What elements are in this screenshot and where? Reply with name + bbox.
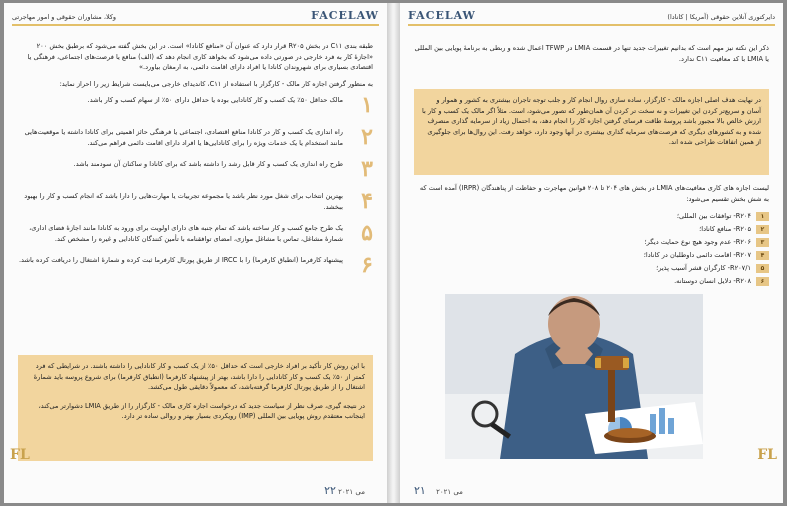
intro-paragraph: ذکر این نکته نیز مهم است که بدانیم تغییرات جدید تنها در قسمت LMIA در TFWP اعمال شده و ربطی به برنامهٔ پویایی بین المللی یا LMIA با کد معافیت C۱۱ ندارد. <box>414 44 769 63</box>
exemption-text: R۲۰۷/۱- کارگران قشر آسیب پذیر؛ <box>656 264 751 272</box>
exemption-text: R۲۰۵- منافع کانادا؛ <box>699 225 751 233</box>
header-rule <box>12 24 379 26</box>
condition-item <box>18 220 373 247</box>
intro-paragraph: طبقه بندی C۱۱ در بخش R۲۰۵ قرار دارد که عنوان آن «منافع کانادا» است. در این بخش گفته می‌شود که برطبق بخش ۲۰۰ «اجازهٔ کار به فرد خارجی در صورتی داده می‌شود که بخواهد کاری انجام دهد که (الف) منافع یا فرصت‌های اجتماعی، فرهنگی یا اقتصادی بسیاری برای شهروندان کانادا یا افراد دارای اقامت دائمی، به ارمغان بیاورد.» <box>27 42 373 71</box>
highlight-box <box>18 355 373 461</box>
header-rule <box>408 24 775 26</box>
brand-logo: FACELAW <box>408 9 476 22</box>
facelaw-mark-icon: FL <box>10 447 30 463</box>
condition-number: ۵ <box>361 220 373 246</box>
exemptions-section <box>414 183 769 288</box>
issue-date: می ۲۰۲۱ <box>338 488 365 496</box>
right-intro <box>414 43 769 70</box>
page-number: ۲۱ <box>414 484 426 497</box>
left-footer <box>324 484 373 497</box>
condition-text: پیشنهاد کارفرما (انطباق کارفرما) را با IRCC از طریق پورتال کارفرما ثبت کرده و شمارهٔ اشتغال را دریافت کرده باشد. <box>18 256 343 264</box>
exemption-text: R۲۰۴- توافقات بین المللی؛ <box>676 212 751 220</box>
condition-item <box>18 156 373 183</box>
condition-text: مالک حداقل ۵۰٪ یک کسب و کار کانادایی بوده یا حداقل دارای ۵۰٪ از سهام کسب و کار باشد. <box>87 96 343 104</box>
left-intro <box>18 41 373 287</box>
right-page <box>400 3 783 503</box>
exemption-text: R۲۰۷- اقامت دائمی داوطلبان در کانادا؛ <box>643 251 751 259</box>
condition-text: یک طرح جامع کسب و کار ساخته باشد که تمام جنبه های دارای اولویت برای ورود به کانادا مانند اجازهٔ فضای اداری، شمارهٔ مشاغل، تماس با مشاغل موازی، امضای توافقنامه با تأمین کنندگان کانادایی و غیره را مشخص کند. <box>29 224 343 243</box>
page-number: ۲۲ <box>324 484 336 497</box>
exemption-number: ۲ <box>756 225 769 234</box>
facelaw-mark-icon: FL <box>757 447 777 463</box>
condition-text: بهترین انتخاب برای شغل مورد نظر باشد یا مجموعه تجربیات یا مهارت‌هایی را دارا باشد که انجام کسب و کار را بهبود ببخشد. <box>24 192 343 211</box>
conditions-paragraph: به منظور گرفتن اجازه کار مالک - کارگزار با استفاده از C۱۱، کاندیدای خارجی می‌بایست شرایط زیر را احراز نماید: <box>59 79 373 88</box>
condition-number: ۲ <box>361 124 373 150</box>
exemption-item <box>414 249 769 262</box>
exemptions-paragraph: لیست اجازه های کاری معافیت‌های LMIA در بخش های ۲۰۴ تا ۲۰۸ قوانین مهاجرت و حفاظت از پناهندگان (IRPR) آمده است که به شش بخش تقسیم می‌شود: <box>419 184 769 203</box>
condition-item <box>18 188 373 215</box>
highlight-text-2: در نتیجه گیری، صرف نظر از سیاست جدید که درخواست اجازه کاری مالک - کارگزار را از طریق LMIA دشوارتر می‌کند، اینجانب معتقدم روش پویایی بین المللی (IMP) رویکردی بسیار بهتر و روالی ساده تر دارد. <box>38 401 365 420</box>
exemption-text: R۲۰۶- عدم وجود هیچ نوع حمایت دیگر؛ <box>644 238 751 246</box>
condition-text: راه اندازی یک کسب و کار در کانادا منافع اقتصادی، اجتماعی یا فرهنگی حائز اهمیتی برای کانادا داشته یا موقعیت‌هایی مانند استخدام یا یک خدمات ویژه را برای کانادایی‌ها یا افراد دارای اقامت دائمی فراهم می‌کند. <box>24 128 343 147</box>
condition-number: ۴ <box>361 188 373 214</box>
exemption-item <box>414 262 769 275</box>
highlight-text-1: با این روش کار تأکید بر افراد خارجی است که حداقل ۵۰٪ از یک کسب و کار کانادایی را داشته باشند. در شرایطی که فرد کمتر از ۵۰٪ یک کسب و کار کانادایی را دارا باشد، بهتر از پیشنهاد کارفرما (انطباق کارفرما) برای شروع پروسه باید شمارهٔ اشتغال را از طریق پورتال کارفرما گرفته‌باشد، که معمولاً دقایقی طول می‌کشد. <box>33 362 365 391</box>
gavel-photo <box>445 294 703 459</box>
left-page <box>4 3 387 503</box>
exemption-number: ۳ <box>756 238 769 247</box>
conditions-list <box>18 92 373 279</box>
condition-text: طرح راه اندازی یک کسب و کار قابل رشد را داشته باشد که برای کانادا و ساکنان آن سودمند باشد. <box>73 160 343 168</box>
exemption-item <box>414 223 769 236</box>
issue-date: می ۲۰۲۱ <box>436 488 463 496</box>
exemption-number: ۶ <box>756 277 769 286</box>
highlight-text: در نهایت هدف اصلی اجازه مالک - کارگزار، ساده سازی روال انجام کار و جلب توجه تاجران بیشتری به کشور و هموار و آسان و سریع‌تر کردن این تغییرات و نه سخت تر کردن آن همان‌طور که تصور می‌شود، است. مثلاً اگر مالک یک کسب و کار با ارزش خالص بالا مجبور باشد پروسهٔ طاقت فرسای گرفتن اجازه کار را انجام دهد، به احتمال زیاد از سرمایه گذاری منصرف شده و به کشورهای دیگری که فرصت‌های سرمایه گذاری بیشتری در آنها وجود دارد، خواهد رفت. این روال‌ها برای جلوگیری از همین اتفاقات طراحی شده اند. <box>422 96 761 146</box>
exemption-number: ۱ <box>756 212 769 221</box>
exemption-item <box>414 236 769 249</box>
exemption-number: ۴ <box>756 251 769 260</box>
header-subtitle: وکلا، مشاوران حقوقی و امور مهاجرتی <box>12 13 117 21</box>
highlight-box <box>414 89 769 175</box>
exemption-item <box>414 210 769 223</box>
right-header <box>408 7 775 29</box>
left-header <box>12 7 379 29</box>
brand-logo: FACELAW <box>311 9 379 22</box>
right-footer <box>414 484 463 497</box>
exemption-text: R۲۰۸- دلایل انسان دوستانه. <box>674 277 751 285</box>
condition-item <box>18 252 373 279</box>
magazine-spread <box>4 3 783 503</box>
book-gutter <box>387 3 400 503</box>
exemption-item <box>414 275 769 288</box>
condition-number: ۶ <box>361 252 373 278</box>
header-subtitle: دایرکتوری آنلاین حقوقی (آمریکا | کانادا) <box>667 13 775 21</box>
condition-number: ۱ <box>361 92 373 118</box>
exemption-number: ۵ <box>756 264 769 273</box>
condition-number: ۳ <box>361 156 373 182</box>
condition-item <box>18 124 373 151</box>
exemptions-list <box>414 210 769 288</box>
condition-item <box>18 92 373 119</box>
